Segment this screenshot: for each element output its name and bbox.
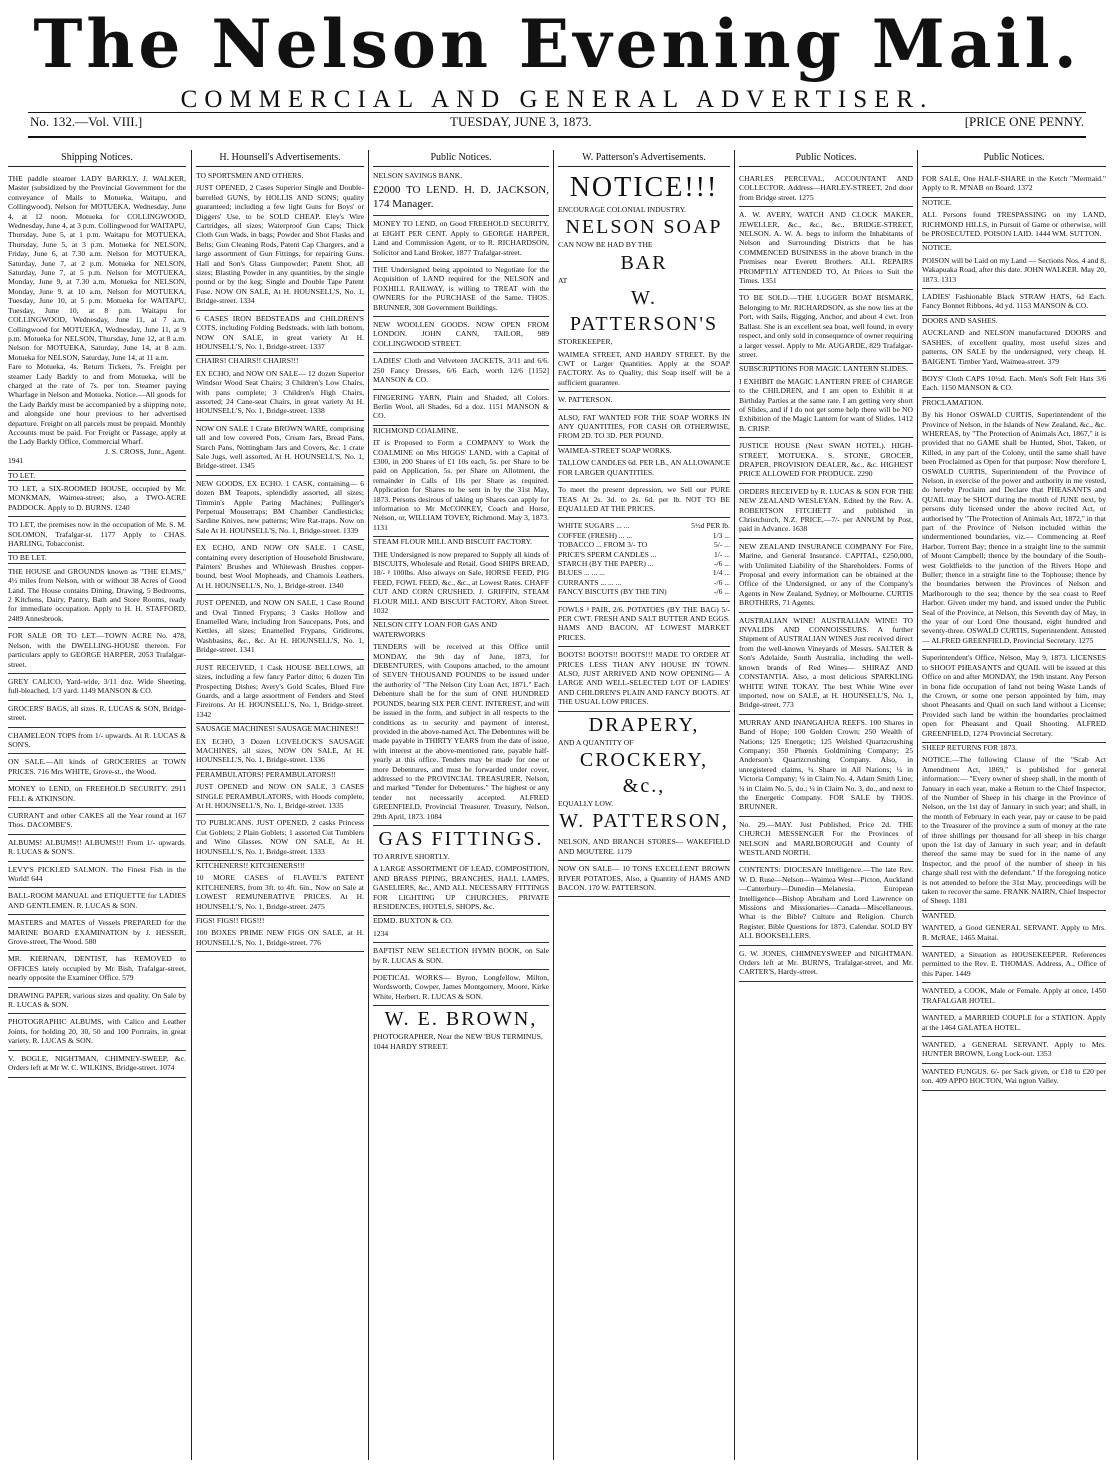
ad: JUSTICE HOUSE (Next SWAN HOTEL). HIGH-STREET, MOTUEKA. S. STONE, GROCER, DRAPER, PROVISION DEALER, &c., &c. HIGHEST PRICE ALLOWED FOR PRODUCE. 2290 — [739, 438, 913, 484]
column-public-notices-1 — [373, 150, 549, 1460]
ad: THE Undersigned being appointed to Negotiate for the Acquisition of LAND required for the NELSON and FOXHILL RAILWAY, is willing to TREAT with the OWNERS for the PURCHASE of the Same. THOS. BRUNNER, 308 Government Buildings. — [373, 262, 549, 317]
ad: MURRAY AND INANGAHUA REEFS. 100 Shares in Band of Hope; 100 Golden Crown; 250 Wealth of Nations; 125 Energetic; 125 Welshed Quartzcrushing Company; 350 Phœnix Goldmining Company; 25 Anderson's Quartzcrushing Company. Also, in unregistered claims, ¼ Share in All Nations; ¼ in Victoria Company; ¼ in Claim No. 4, Adam Smith Line; ¼ in Claim No. 5, do.; ¼ in Claim No. 3, do., and next to the Energetic Company. FOR SALE by THOS. BRUNNER. — [739, 715, 913, 817]
ad-heading: SAUSAGE MACHINES! SAUSAGE MACHINES!! — [196, 724, 359, 734]
ad: AUSTRALIAN WINE! AUSTRALIAN WINE! TO INVALIDS AND CONNOISSEURS. A further Shipment of AUSTRALIAN WINES Just received direct from the well-known Vineyards of Messrs. SALTER & Son's Adelaide, South Australia, including the well-known brands of Red Wines— SHIRAZ AND CONSTANTIA. Also, a most delicious SPARKLING WHITE WINE TOKAY. The best White Wine ever imported, now on SALE, at H. HOUNSELL'S, No. 1, Bridge-street. 773 — [739, 613, 913, 715]
price-row: CURRANTS ... ... ... -/6 ... — [558, 577, 730, 587]
ad-heading: WANTED. — [922, 910, 956, 920]
ad: TO LET, a SIX-ROOMED HOUSE, occupied by Mr. MONKMAN, Waimea-street; also, a TWO-ACRE PADDOCK. Apply to D. BURNS. 1240 — [8, 481, 186, 517]
ad-heading: NELSON SOAP — [565, 216, 723, 239]
ad-subheading: TO ARRIVE SHORTLY. — [373, 851, 450, 861]
ad-line: STOREKEEPER, — [558, 337, 613, 347]
ad-line: ENCOURAGE COLONIAL INDUSTRY. — [558, 205, 687, 214]
ad: ALBUMS! ALBUMS!! ALBUMS!!! From 1/- upwards. R. LUCAS & SON'S. — [8, 835, 186, 862]
ad: MONEY TO LEND, on Good FREEHOLD SECURITY, at EIGHT PER CENT. Apply to GEORGE HARPER, Land and Commission Agent, or to R. RICHARDSON, Solicitor and Land Broker, 1877 Trafalgar-street. — [373, 216, 549, 262]
ad: CURRANT and other CAKES all the Year round at 167 Thos. DACOMBE'S. — [8, 808, 186, 835]
ad-lady-barkly: THE paddle steamer LADY BARKLY, J. WALKER, Master (subsidized by the Provincial Government for the conveyance of Mails to Motueka, Waitapu, and Collingwood), Nelson for MOTUEKA, Wednesday, June 4, at 12 noon. Motueka for COLLINGWOOD, Wednesday, June 4, at 3 p.m. Collingwood for WAITAPU, Thursday, June 5, at 1 p.m. Waitapu for MOTUEKA, Thursday, June 5, at 3 p.m. Motueka for NELSON, Friday, June 6, at 7.30 a.m. Nelson for MOTUEKA, Saturday, June 7, at 2 p.m. Motueka for NELSON, Saturday, June 7, at 5 p.m. Nelson for MOTUEKA, Monday, June 9, at 7.30 a.m. Motueka for NELSON, Monday, June 9, at 10 a.m. Nelson for MOTUEKA, Tuesday, June 10, at 5 p.m. Motueka for WAITAPU, Tuesday, June 10, at 8 p.m. Waitapu for COLLINGWOOD, Wednesday, June 11, at 7 a.m. Collingwood for MOTUEKA, Wednesday, June 11, at 9 p.m. Motueka for NELSON, Thursday, June 12, at 8 a.m. Nelson for MOTUEKA, Saturday, June 14, at 8 a.m. Motueka for NELSON, Saturday, June 14, at 11 a.m. Fare to Motueka, 4s. Return Tickets, 7s. Freight per steamer Lady Barkly to and from Motueka, will be charged at the rate of 7s. per ton. Steamer paying Wharfage in Nelson and Motueka. Notice.—All goods for the Lady Barkly must be accompanied by a shipping note, and alongside one hour previous to her advertised departure. Freight on all parcels must be prepaid. Monthly Accounts must be paid. For Freight or Passage, apply at the Lady Barkly Office, Commercial Wharf. J. S. CROSS, Junr., Agent. 1941 — [8, 171, 186, 471]
ad: PHOTOGRAPHIC ALBUMS, with Calico and Leather Joints, for holding 20, 30, 50 and 100 Portraits, in great variety. R. LUCAS & SON. — [8, 1014, 186, 1050]
ad-heading: NOTICE!!! — [569, 172, 719, 203]
column-divider — [191, 150, 192, 1460]
ad: CHARLES PERCEVAL, ACCOUNTANT AND COLLECTOR. Address—HARLEY-STREET, 2nd door from Bridge street. 1275 — [739, 171, 913, 207]
ad: NOTICE.—The following Clause of the "Scab Act Amendment Act, 1869," is published for general information:— "Every owner of sheep shall, in the month of January in each year, make a Return to the Chief Inspector, of the Number of Sheep in his charge in the Province of Nelson, on the 1st day of January in such year; and shall, in the month of February in each year, pay or cause to be paid to the Treasurer of the province a sum of money at the rate of three shillings per thousand for all sheep in his charge upon the 1st day of January in such year; and in default thereof the same may be sued for in the name of any Inspector, and the proof of the number of sheep in his charge shall rest with the defendant." If the foregoing notice is not attended to before the 31st May, proceedings will be taken to recover the same. FRANK NAIRN, Chief Inspector of Sheep. 1181 — [922, 752, 1106, 911]
ad: ON SALE.—All kinds of GROCERIES at TOWN PRICES. 716 Mrs WHITE, Grove-st., the Wood. — [8, 754, 186, 781]
ad: V. BOGLE, NIGHTMAN, CHIMNEY-SWEEP, &c. Orders left at Mr W. C. WILKINS, Bridge-street. 1074 — [8, 1051, 186, 1078]
masthead — [0, 0, 1114, 140]
column-shipping — [8, 150, 186, 1460]
ad: I EXHIBIT the MAGIC LANTERN FREE of CHARGE to the CHILDREN, and I am open to Exhibit it at Birthday Parties at the same rate. I am getting very short of Slides, and if I do not get some help there will be NO Exhibition of the Magic Lantern for want of Slides. 1412 B. CRISP. — [739, 374, 913, 438]
ad: CONTENTS: DIOCESAN Intelligence.—The late Rev. W. D. Ruse—Nelson—Waimea West—Picton, Auckland—Canterbury—Dunedin—Melanesia. European Intelligence—Bishop Abraham and Lord Lawrence on Missions and Missionaries—Canada—Miscellaneous. What is the Bible? Culture and Religion. Church Register. Bible Questions for 1873. Calendar. SOLD BY ALL BOOKSELLERS. — [739, 862, 913, 945]
ad: POETICAL WORKS— Byron, Longfellow, Milton, Wordsworth, Cowper, James Montgomery, Moore, Kirke White, Herbert. R. LUCAS & SON. — [373, 970, 549, 1006]
ad: WANTED, a COOK, Male or Female. Apply at once, 1450 TRAFALGAR HOTEL. — [922, 983, 1106, 1010]
ad: BOYS' Cloth CAPS 10½d. Each. Men's Soft Felt Hats 3/6 Each. 1150 MANSON & CO. — [922, 371, 1106, 398]
ad-line: CAN NOW BE HAD BY THE — [558, 240, 653, 250]
ad: MR. KIERNAN, DENTIST, has REMOVED to OFFICES lately occupied by Mr Bish, Trafalgar-street, nearly opposite the Examiner Office. 579 — [8, 951, 186, 987]
section-heading: TO BE LET. — [8, 553, 186, 563]
price-row: BLUES ... ... ... 1/4 ... — [558, 568, 730, 578]
ad: FINGERING YARN, Plain and Shaded, all Colors. Berlin Wool, all Shades, 6d a doz. 1151 MANSON & CO. — [373, 390, 549, 426]
ad: BALL-ROOM MANUAL and ETIQUETTE for LADIES AND GENTLEMEN. R. LUCAS & SON. — [8, 888, 186, 915]
ad: Superintendent's Office, Nelson, May 9, 1873. LICENSES to SHOOT PHEASANTS and QUAIL will be issued at this Office on and after MONDAY, the 19th instant. Any Person in bona fide occupation of land not being Waste Lands of the Crown, or some one person appointed by him, may shoot Pheasants and Quail on such land without a License; Provided such land be within the boundaries proclaimed open for Pheasant and Quail Shooting. ALFRED GREENFIELD, 1274 Provincial Secretary. — [922, 650, 1106, 743]
ad: JUST OPENED, 2 Cases Superior Single and Double-barrelled GUNS, by HOLLIS AND SONS; quality guaranteed; including a few light Guns for Boys' or Diggers' Use, to be SOLD CHEAP. Eley's Wire Cartridges, all sizes; Waterproof Gun Caps; Thick Cloth Gun Wads, in bags; Powder and Shot Flasks and Belts; Gun Cleaning Rods, Patent Cap Chargers, and a large assortment of Gun Fittings, for repairing Guns. Hall and Son's Glass Gunpowder; Patent Shot, all sizes; Blasting Powder in any quantities, by the single pound or by the keg; Single and Double Tape Patent Fuse. NOW ON SALE, At H. HOUNSELL'S, No. 1, Bridge-street. 1334 — [196, 180, 364, 310]
ad-heading: W. PATTERSON'S — [569, 287, 719, 336]
ad: MONEY to LEND, on FREEHOLD SECURITY. 2911 FELL & ATKINSON. — [8, 781, 186, 808]
ad: WANTED, a Good GENERAL SERVANT. Apply to Mrs. R. McRAE, 1465 Maitai. — [922, 920, 1106, 947]
column-divider — [917, 150, 918, 1460]
ad: WANTED, a GENERAL SERVANT. Apply to Mrs. HUNTER BROWN, Long Lock-out. 1353 — [922, 1037, 1106, 1064]
ad: NEW ZEALAND INSURANCE COMPANY For Fire, Marine, and General Insurance. CAPITAL, £250,000, with Unlimited Liability of the Shareholders. Forms of Proposal and every information can be obtained at the Office of the Undersigned, or any of the Company's Agents in New Zealand, Sydney, or Melbourne. CURTIS BROTHERS, 71 Agents. — [739, 539, 913, 613]
ad-heading: DOORS AND SASHES. — [922, 315, 998, 325]
ad: ALL Persons found TRESPASSING on my LAND, RICHMOND HILLS, in Pursuit of Game or otherwise, will be PROSECUTED. POISON LAID. 1444 WM. SUTTON. — [922, 207, 1106, 243]
column-heading: H. Hounsell's Advertisements. — [196, 150, 364, 167]
ad: NEW GOODS, EX ECHO. 1 CASK, containing— 6 dozen BM Teapots, splendidly assorted, all sizes; Timmin's Apple Paring Machines; Pullinger's Perpetual Mousetraps; BM Chamber Candlesticks; Sardine Knives, new patterns; Wire Rat-traps. Now on Sale At H. HOUNSELL'S, No. 1, Bridge-street. 1339 — [196, 476, 364, 540]
ad: IT is Proposed to Form a COMPANY to Work the COALMINE on Mrs HIGGS' LAND, with a Capital of £300, in 200 Shares of £1 10s each, 5s. per Share to be paid on Application, 5s. per Share on Allotment, the remainder in Calls of 10s per Share as required. Application for Shares to be sent in by the 31st May, 1873. Persons desirous of taking up Shares can apply for information to Mr McCONKEY, Coach and Horse, Nelson, or, WILLIAM TOVEY, Richmond. May 3, 1873. 1131 — [373, 435, 549, 537]
ad-heading: WAIMEA-STREET SOAP WORKS. — [558, 445, 672, 455]
ad-heading: DRAPERY, — [588, 713, 700, 736]
ad: WANTED FUNGUS. 6/- per Sack given, or £18 to £20 per ton. 409 APPO HOCTON, Wai ngton Valley. — [922, 1064, 1106, 1091]
ad: ORDERS RECEIVED by R. LUCAS & SON FOR THE NEW ZEALAND WESLEYAN. Edited by the Rev. A. ROBERTSON FITCHETT and published in Christchurch, N.Z. PRICE,—7/- per ANNUM by Post, paid in Advance. 1638 — [739, 484, 913, 539]
ad: EX ECHO, AND NOW ON SALE. 1 CASE, containing every description of Household Brushware, Painters' Brushes and Whitewash Brushes copper-bound, best Wool Mopheads, and Chamois Leathers. At H. HOUNSELL'S, No. 1, Bridge-street. 1340 — [196, 540, 364, 595]
price-row: COFFEE (FRESH) ... ... 1/3 ... — [558, 530, 730, 540]
ad-heading: NOTICE. — [922, 197, 952, 207]
ad-heading: KITCHENERS!! KITCHENERS!!! — [196, 861, 306, 870]
ad: NELSON, AND BRANCH STORES— WAKEFIELD AND MOUTERE. 1179 — [558, 834, 730, 861]
ad: TO LET, the premises now in the occupation of Mr. S. M. SOLOMON, Trafalgar-st. 1177 Apply to CHAS. HARLING, Tobacconist. — [8, 517, 186, 553]
ad-signature: W. PATTERSON. — [558, 392, 730, 409]
column-heading: Public Notices. — [373, 150, 549, 167]
ad-heading: NELSON CITY LOAN FOR GAS AND WATERWORKS — [373, 620, 497, 639]
ad-heading: CHAIRS! CHAIRS!! CHAIRS!!! — [196, 356, 299, 366]
column-divider — [553, 150, 554, 1460]
ad: G. W. JONES, CHIMNEYSWEEP and NIGHTMAN. Orders left at Mr. BURN'S, Trafalgar-street, and Mr. CARTER'S, Hardy-street. — [739, 946, 913, 982]
ad: LEVY'S PICKLED SALMON. The Finest Fish in the World! 644 — [8, 862, 186, 889]
section-heading: TO LET. — [8, 471, 186, 481]
ad: A LARGE ASSORTMENT OF LEAD, COMPOSITION, AND BRASS PIPING, BRANCHES, HALL LAMPS, GASELIERS, &c., AND ALL NECESSARY FITTINGS FOR LIGHTING UP CHURCHES, PRIVATE RESIDENCES, HOTELS, SHOPS, &c. — [373, 861, 549, 916]
ad: 100 BOXES PRIME NEW FIGS ON SALE, at H. HOUNSELL'S, No. 1, Bridge-street. 776 — [196, 925, 364, 952]
ad: LADIES' Fashionable Black STRAW HATS, 6d Each. Fancy Bonnet Ribbons, 4d yd. 1153 MANSON & CO. — [922, 289, 1106, 316]
ad: JUST OPENED, and NOW ON SALE, 1 Case Round and Oval Tinned Frypans; 3 Casks Hollow and Enamelled Ware, including Iron Saucepans, Pots, and Kettles, all sizes; Enamelled Frypans, Gridirons, Washbasins, &c., &c. At H. HOUNSELL'S, No. 1, Bridge-street. 1341 — [196, 595, 364, 659]
ad-number: 1234 — [373, 926, 549, 943]
ad: AUCKLAND and NELSON manufactured DOORS and SASHES, of excellent quality, most useful sizes and patterns, ON SALE by the undersigned, very cheap. H. BAIGENT. Timber Yard, Waimea-street. 379 — [922, 325, 1106, 371]
ad: ALSO, FAT WANTED FOR THE SOAP WORKS IN ANY QUANTITIES, FOR CASH OR OTHERWISE, FROM 2D. TO 3D. PER POUND. — [558, 410, 730, 446]
ad: FOR SALE, One HALF-SHARE in the Ketch "Mermaid." Apply to R. M'NAB on Board. 1372 — [922, 171, 1106, 198]
ad: JUST OPENED and NOW ON SALE, 3 CASES SINGLE PERAMBULATORS, with Hoods complete, At H. HOUNSELL'S, No. 1, Bridge-street. 1335 — [196, 779, 364, 815]
column-heading: Shipping Notices. — [8, 150, 186, 167]
newspaper-title: The Nelson Evening Mail. — [33, 5, 1081, 83]
ad-heading: SHEEP RETURNS FOR 1873. — [922, 742, 1018, 752]
ad: No. 29.—MAY. Just Published, Price 2d. THE CHURCH MESSENGER For the Provinces of NELSON and MARLBOROUGH and County of WESTLAND NORTH. — [739, 817, 913, 863]
ad-heading: TO SPORTSMEN AND OTHERS. — [196, 171, 304, 180]
ad: DRAWING PAPER, various sizes and quality. On Sale by R. LUCAS & SON. — [8, 988, 186, 1015]
ad: THE Undersigned is now prepared to Supply all kinds of BISCUITS, Wholesale and Retail. Good SHIPS BREAD, 18/- ᵖ 100lbs. Also always on Sale, HORSE FEED, PIG FEED, FOWL FEED, &c., &c., at Lowest Rates. CHAFF CUT AND CORN CRUSHED. J. GRIFFIN, STEAM FLOUR MILL AND BISCUIT FACTORY, Alton Street. 1032 — [373, 547, 549, 621]
ad-heading: PROCLAMATION. — [922, 397, 984, 407]
ad: LADIES' Cloth and Velveteen JACKETS, 3/11 and 6/6. 250 Fancy Dresses, 6/6 Each, worth 12/6 [1152] MANSON & CO. — [373, 353, 549, 389]
ad-line: AND A QUANTITY OF — [558, 737, 634, 747]
ad-heading: NELSON SAVINGS BANK. — [373, 171, 463, 180]
ad-line: AT — [558, 275, 568, 285]
ad: TO PUBLICANS. JUST OPENED, 2 casks Princess Cut Goblets; 2 Plain Goblets; 1 assorted Cut Tumblers and Wine Glasses. NOW ON SALE, At H. HOUNSELL'S, No. 1, Bridge-street. 1333 — [196, 815, 364, 861]
ad-heading: BAR — [620, 251, 668, 274]
column-heading: Public Notices. — [922, 150, 1106, 167]
ad: FOWLS ᵖ PAIR, 2/6. POTATOES (BY THE BAG) 5/- PER CWT. FRESH AND SALT BUTTER AND EGGS. HAMS AND BACON, AT LOWEST MARKET PRICES. — [558, 602, 730, 648]
column-divider — [734, 150, 735, 1460]
column-heading: Public Notices. — [739, 150, 913, 167]
ad-heading: FIGS! FIGS!! FIGS!!! — [196, 916, 265, 926]
column-hounsell — [196, 150, 364, 1460]
masthead-rule-bottom — [28, 136, 1086, 138]
ad-heading: RICHMOND COALMINE. — [373, 425, 459, 435]
ad: FOR SALE OR TO LET.—TOWN ACRE No. 478, Nelson, with the DWELLING-HOUSE thereon. For particulars apply to GEORGE HARPER, 2053 Trafalgar-street. — [8, 628, 186, 674]
ad-heading: W. PATTERSON, — [559, 810, 729, 833]
ad-heading: GAS FITTINGS. — [378, 827, 544, 850]
ad: 6 CASES IRON BEDSTEADS and CHILDREN'S COTS, including Folding Bedsteads, with lath bottom, NOW ON SALE, in great variety At H. HOUNSELL'S, No. 1, Bridge-street. 1337 — [196, 311, 364, 357]
ad: NOW ON SALE 1 Crate BROWN WARE, comprising tall and low covered Pots, Cream Jars, Bread Pans, Starch Pans, Nottingham Jars and Covers, &c. 1 crate Sale Jugs, well assorted, At H. HOUNSELL'S, No. 1, Bridge-street. 1345 — [196, 421, 364, 476]
ad: A. W. AVERY, WATCH AND CLOCK MAKER, JEWELLER, &c., &c., &c., BRIDGE-STREET, NELSON. A. W. A. begs to inform the Inhabitants of Nelson and Surrounding Districts that he has COMMENCED BUSINESS in the above branch in the Premises near Everett Brothers. ALL REPAIRS PROMPTLY ATTENDED TO, At Prices to Suit the Times. 1351 — [739, 207, 913, 290]
issue-number: No. 132.—Vol. VIII.] — [30, 114, 143, 129]
ad: To meet the present depression, we Sell our PURE TEAS At 2s. 3d. to 2s. 6d. per lb. NOT TO BE EQUALLED AT THE PRICES. — [558, 482, 730, 518]
ad: THE HOUSE and GROUNDS known as "THE ELMS," 4½ miles from Nelson, with or without 38 Acres of Good Land. The House contains Dining, Drawing, 5 Bedrooms, 2 Kitchens, Dairy, Pantry, Bath and Store Rooms, ready for immediate occupation. Apply to H. H. STAFFORD, 2489 Annesbrook. — [8, 564, 186, 628]
ad: £2000 TO LEND. H. D. JACKSON, 174 Manager. — [373, 180, 549, 216]
price-row: PRICE'S SPERM CANDLES ... 1/- ... — [558, 549, 730, 559]
ad: EX ECHO, and NOW ON SALE— 12 dozen Superior Windsor Wood Seat Chairs; 3 Children's Low Chairs, with pans complete; 3 Children's High Chairs, assorted; 24 Cane-seat Chairs, in great variety At H. HOUNSELL'S, No. 1, Bridge-street. 1338 — [196, 366, 364, 421]
newspaper-subtitle: COMMERCIAL AND GENERAL ADVERTISER. — [180, 86, 934, 113]
issue-price: [PRICE ONE PENNY. — [964, 114, 1084, 129]
ad-heading: STEAM FLOUR MILL AND BISCUIT FACTORY. — [373, 537, 533, 547]
ad: EX ECHO, 3 Dozen LOVELOCK'S SAUSAGE MACHINES, all sizes, NOW ON SALE, At H. HOUNSELL'S, No. 1, Bridge-street. 1336 — [196, 734, 364, 770]
ad: NEW WOOLLEN GOODS. NOW OPEN FROM LONDON. JOHN CANN, TAILOR, 989 COLLINGWOOD STREET. — [373, 317, 549, 353]
ad: CHAMELEON TOPS from 1/- upwards. At R. LUCAS & SON'S. — [8, 728, 186, 755]
issue-date: TUESDAY, JUNE 3, 1873. — [450, 114, 592, 129]
ad-heading: EDMD. BUXTON & CO. — [373, 916, 453, 926]
ad-heading: NOTICE. — [922, 243, 952, 253]
ad: JUST RECEIVED, 1 Cask HOUSE BELLOWS, all sizes, including a few fancy Parlor ditto; 6 dozen Tin Prospecting Dishes; Avery's Gold Scales, Blued Fire Guards, and a large assortment of Fenders and Steel Fireirons. At H. HOUNSELL'S, No. 1, Bridge-street. 1342 — [196, 660, 364, 724]
ad: MASTERS and MATES of Vessels PREPARED for the MARINE BOARD EXAMINATION by J. HESSER, Grove-street, The Wood. 580 — [8, 915, 186, 951]
price-row: WHITE SUGARS ... ... 5½d PER lb. — [558, 521, 730, 531]
price-list — [558, 518, 730, 601]
ad: NOW ON SALE— 10 TONS EXCELLENT BROWN RIVER POTATOES, Also, a Quantity of HAMS AND BACON. 170 W. PATTERSON. — [558, 861, 730, 897]
ad: WANTED, a MARRIED COUPLE for a STATION. Apply at the 1464 GALATEA HOTEL. — [922, 1010, 1106, 1037]
price-row: FANCY BISCUITS (BY THE TIN) -/6 ... — [558, 587, 730, 597]
column-divider — [368, 150, 369, 1460]
ad-line: EQUALLY LOW. — [558, 799, 614, 809]
column-patterson — [558, 150, 730, 1460]
price-row: STARCH (BY THE PAPER) ... -/6 ... — [558, 558, 730, 568]
column-public-notices-2 — [739, 150, 913, 1460]
ad: GROCERS' BAGS, all sizes. R. LUCAS & SON, Bridge-street. — [8, 701, 186, 728]
ad: BOOTS! BOOTS!! BOOTS!!! MADE TO ORDER AT PRICES LESS THAN ANY HOUSE IN TOWN. ALSO, JUST ARRIVED AND NOW OPENING— A LARGE AND WELL-SELECTED LOT OF LADIES' AND CHILDREN'S PLAIN AND FANCY BOOTS. AT THE USUAL LOW PRICES. — [558, 647, 730, 711]
column-heading: W. Patterson's Advertisements. — [558, 150, 730, 167]
ad: WANTED, a Situation as HOUSEKEEPER. References permitted to the Rev. E. THOMAS. Address, A., Office of this Paper. 1449 — [922, 947, 1106, 983]
ad: GREY CALICO, Yard-wide, 3/11 doz. Wide Sheeting, full-bleached, 1/3 yard. 1149 MANSON & CO. — [8, 674, 186, 701]
ad: BAPTIST NEW SELECTION HYMN BOOK, on Sale by R. LUCAS & SON. — [373, 943, 549, 970]
ad: 10 MORE CASES of FLAVEL'S PATENT KITCHENERS, from 3ft. to 4ft. 6in., Now on Sale at LOWEST REMUNERATIVE PRICES. At H. HOUNSELL'S, No. 1, Bridge-street. 2475 — [196, 870, 364, 916]
masthead-rule-top — [28, 112, 1086, 113]
ad: TENDERS will be received at this Office until MONDAY, the 9th day of June, 1873, for DEBENTURES, with Coupons attached, to the amount of SEVEN THOUSAND POUNDS to be issued under the authority of "The Nelson City Loan Act, 1871." Each Debenture shall be for the sum of ONE HUNDRED POUNDS, bearing SIX PER CENT. INTEREST, and will be issued in the form, and subject in all respects to the conditions as to security and payment of interest, provided in the above-named Act. The Debentures will be made payable in THIRTY YEARS from the date of issue, with interest at the above-mentioned rate, payable half-yearly at this office. Tenders may be made for one or more Debentures, and must be forwarded under cover, addressed to the PROVINCIAL TREASURER, Nelson, and marked "Tender for Debentures." The highest or any tender not necessarily accepted. ALFRED GREENFIELD, Provincial Treasurer. Treasury, Nelson, 29th April, 1873. 1084 — [373, 639, 549, 826]
ad: TALLOW CANDLES 6d. PER LB., AN ALLOWANCE FOR LARGER QUANTITIES. — [558, 455, 730, 482]
ad: TO BE SOLD.—THE LUGGER BOAT BISMARK, Belonging to Mr. RICHARDSON, as she now lies at the Port, with Sails, Rigging, Anchor, and about 4 cwt. Iron Ballast. She is an excellent sea boat, well found, in every respect, and only sold in consequence of owner requiring a larger vessel. Apply to Mr. AUGARDE, 829 Trafalgar-street. — [739, 290, 913, 364]
ad: POISON will be Laid on my Land — Sections Nos. 4 and 8, Wakapuaka Road, after this date. JOHN WALKER. May 20, 1873. 1313 — [922, 253, 1106, 289]
price-row: TOBACCO ... FROM 3/- TO 5/- ... — [558, 540, 730, 550]
column-public-notices-3 — [922, 150, 1106, 1460]
ad-heading: PERAMBULATORS! PERAMBULATORS!! — [196, 769, 337, 779]
ad: WAIMEA STREET, AND HARDY STREET. By the CWT or Larger Quantities. Apply at the SOAP FACTORY. As to Quality, this Soap itself will be a sufficient guarantee. — [558, 347, 730, 393]
ad-heading: CROCKERY, &c., — [579, 749, 709, 798]
dateline — [30, 114, 1084, 136]
ad-heading: SUBSCRIPTIONS FOR MAGIC LANTERN SLIDES. — [739, 364, 908, 374]
ad-heading: W. E. BROWN, — [384, 1008, 538, 1031]
ad: By his Honor OSWALD CURTIS, Superintendent of the Province of Nelson, in the Islands of New Zealand, &c., &c. WHEREAS, by "The Protection of Animals Act, 1867," it is provided that no GAME shall be Hunted, Shot, Taken, or Killed, in any part of the Colony, until the same shall have been Proclaimed as Open for that purpose: Now therefore I, OSWALD CURTIS, Superintendent of the Province of Nelson, in exercise of the power and authority in me vested, do hereby Proclaim and Declare that PHEASANTS and QUAIL may be SHOT during the month of JUNE next, by persons duly licensed under the above recited Act, or authorised by "The Protection of Animals Act, 1872," in that part of the Province of Nelson included within the undermentioned boundaries, viz.— Commencing at Reef Harbor, Torrent Bay; thence in a straight line to the summit of Mount Campbell; thence by the boundary of the South-west Goldfields to the junction of the Rivers Hope and Buller; thence in a straight line to the Tophouse; thence by the boundaries between the Provinces of Nelson and Marlborough to the sea; thence by the sea coast to Reef Harbor. Given under my hand, and issued under the Public Seal of the Province, at Nelson, this Seventh day of May, in the year of our Lord One thousand, eight hundred and seventy-three. OSWALD CURTIS, Superintendent. Attested— ALFRED GREENFIELD, Provincial Secretary. 1275 — [922, 407, 1106, 650]
ad: PHOTOGRAPHER, Near the NEW 'BUS TERMINUS, 1044 HARDY STREET. — [373, 1032, 543, 1051]
